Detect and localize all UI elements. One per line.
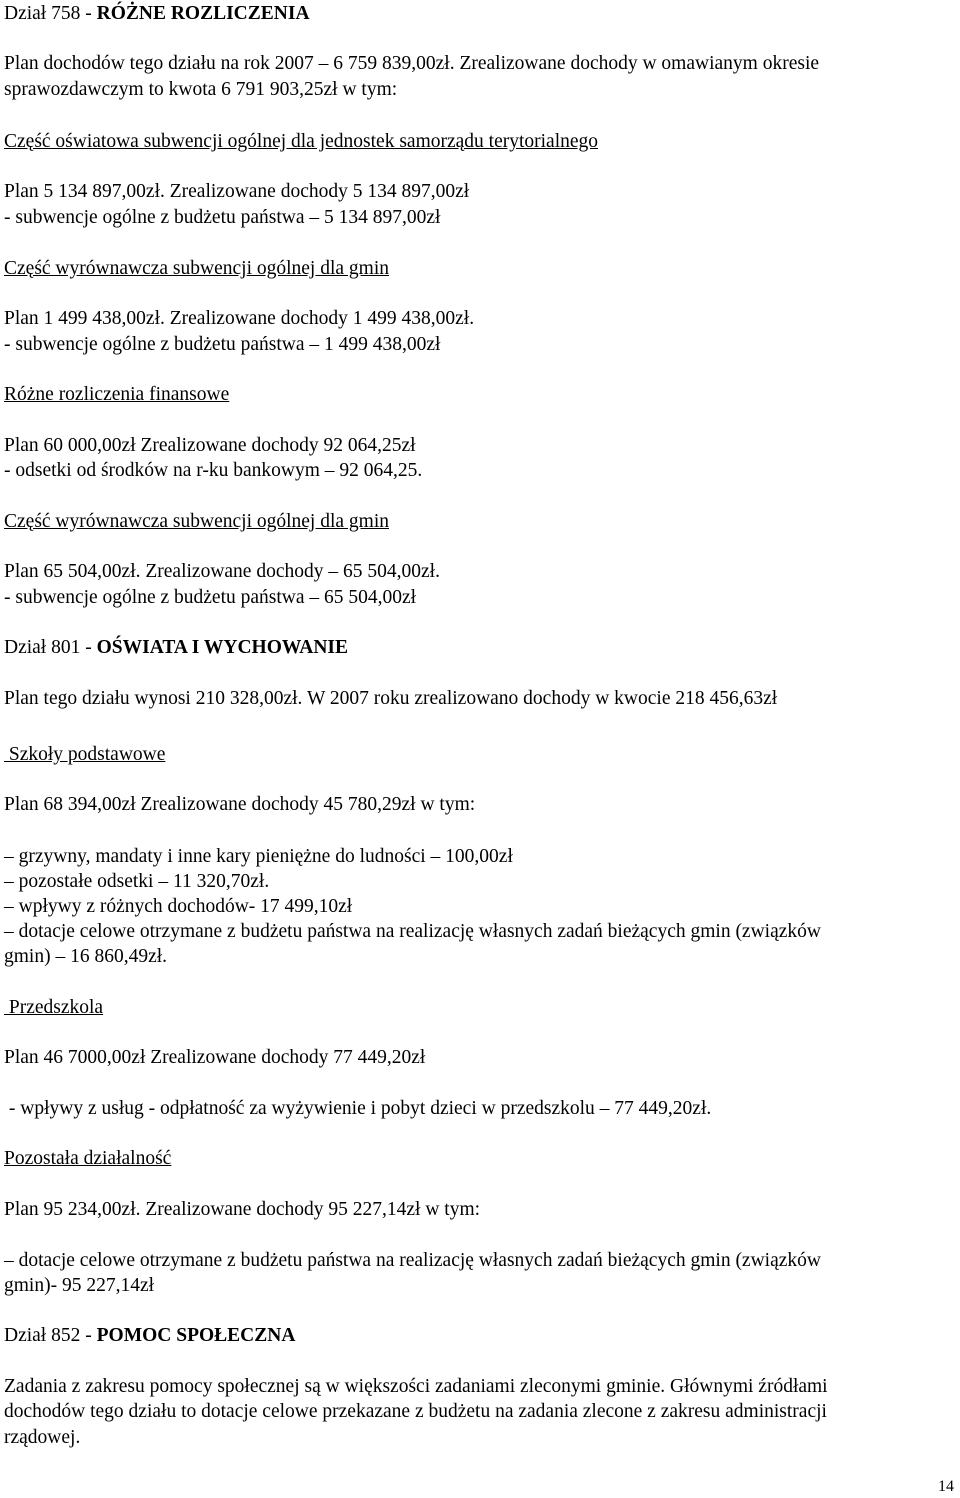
list-item-continuation: gmin)- 95 227,14zł (4, 1275, 155, 1296)
paragraph-line: Plan tego działu wynosi 210 328,00zł. W 2007 roku zrealizowano dochody w kwocie 218 456,63zł (4, 688, 778, 709)
section-title: POMOC SPOŁECZNA (96, 1325, 296, 1346)
page-number: 14 (938, 1478, 954, 1495)
section-heading-dzial-852 (4, 1324, 295, 1348)
subsection-heading: Część oświatowa subwencji ogólnej dla jednostek samorządu terytorialnego (4, 131, 599, 152)
section-heading-dzial-758 (4, 2, 310, 26)
subsection-heading: Część wyrównawcza subwencji ogólnej dla gmin (4, 258, 390, 279)
paragraph-line: Plan 65 504,00zł. Zrealizowane dochody – 65 504,00zł. (4, 561, 440, 582)
paragraph-line: sprawozdawczym to kwota 6 791 903,25zł w tym: (4, 79, 398, 100)
paragraph-line: Plan dochodów tego działu na rok 2007 – 6 759 839,00zł. Zrealizowane dochody w omawianym okresie (4, 53, 820, 74)
paragraph-line: Plan 5 134 897,00zł. Zrealizowane dochody 5 134 897,00zł (4, 181, 470, 202)
section-prefix: Dział 758 - (4, 3, 97, 24)
paragraph-line: - odsetki od środków na r-ku bankowym – 92 064,25. (4, 460, 423, 481)
subsection-heading: Pozostała działalność (4, 1148, 172, 1169)
paragraph-line: Zadania z zakresu pomocy społecznej są w większości zadaniami zleconymi gminie. Głównymi źródłami (4, 1376, 828, 1397)
paragraph-line: Plan 46 7000,00zł Zrealizowane dochody 77 449,20zł (4, 1047, 426, 1068)
paragraph-line: - subwencje ogólne z budżetu państwa – 5 134 897,00zł (4, 207, 441, 228)
subsection-heading: Przedszkola (4, 997, 104, 1018)
list-item: – wpływy z różnych dochodów- 17 499,10zł (4, 896, 353, 917)
paragraph-line: dochodów tego działu to dotacje celowe przekazane z budżetu na zadania zlecone z zakresu administracji (4, 1401, 827, 1422)
section-prefix: Dział 852 - (4, 1325, 97, 1346)
list-item: – dotacje celowe otrzymane z budżetu państwa na realizację własnych zadań bieżących gmin (związków (4, 1250, 821, 1271)
list-item: - wpływy z usług - odpłatność za wyżywienie i pobyt dzieci w przedszkolu – 77 449,20zł. (4, 1098, 712, 1119)
list-item: – grzywny, mandaty i inne kary pieniężne do ludności – 100,00zł (4, 846, 513, 867)
paragraph-line: Plan 95 234,00zł. Zrealizowane dochody 95 227,14zł w tym: (4, 1199, 481, 1220)
subsection-heading: Szkoły podstawowe (4, 744, 166, 765)
section-title: RÓŻNE ROZLICZENIA (96, 3, 310, 24)
paragraph-line: Plan 60 000,00zł Zrealizowane dochody 92 064,25zł (4, 435, 416, 456)
paragraph-line: - subwencje ogólne z budżetu państwa – 1 499 438,00zł (4, 334, 441, 355)
section-title: OŚWIATA I WYCHOWANIE (96, 637, 348, 658)
section-heading-dzial-801 (4, 636, 348, 660)
section-prefix: Dział 801 - (4, 637, 97, 658)
list-item: – pozostałe odsetki – 11 320,70zł. (4, 871, 270, 892)
paragraph-line: Plan 1 499 438,00zł. Zrealizowane dochody 1 499 438,00zł. (4, 308, 475, 329)
paragraph-line: - subwencje ogólne z budżetu państwa – 65 504,00zł (4, 587, 417, 608)
list-item: – dotacje celowe otrzymane z budżetu państwa na realizację własnych zadań bieżących gmin (związków (4, 921, 821, 942)
subsection-heading: Różne rozliczenia finansowe (4, 384, 230, 405)
paragraph-line: Plan 68 394,00zł Zrealizowane dochody 45 780,29zł w tym: (4, 794, 476, 815)
subsection-heading: Część wyrównawcza subwencji ogólnej dla gmin (4, 511, 390, 532)
paragraph-line: rządowej. (4, 1427, 81, 1448)
list-item-continuation: gmin) – 16 860,49zł. (4, 946, 168, 967)
